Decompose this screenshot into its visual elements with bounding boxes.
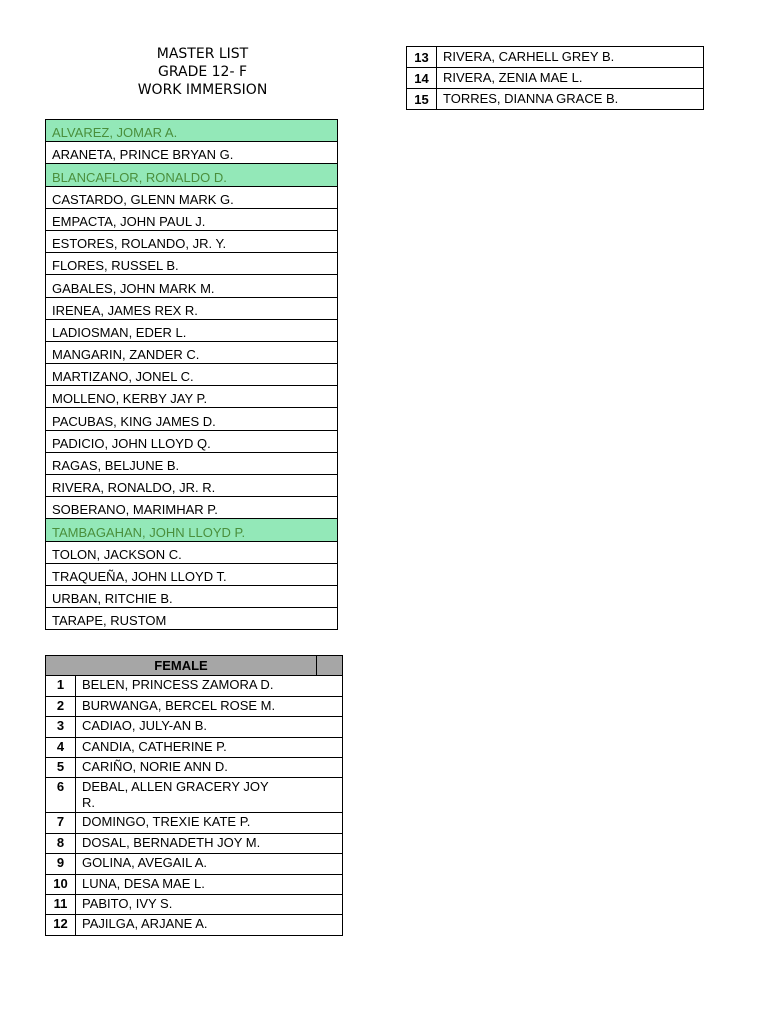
female-row — [46, 833, 343, 853]
male-name-cell: GABALES, JOHN MARK M. — [46, 275, 338, 297]
female-name-cell: CADIAO, JULY-AN B. — [76, 717, 343, 737]
male-row — [46, 408, 338, 430]
male-row — [46, 120, 338, 142]
male-name-cell: RAGAS, BELJUNE B. — [46, 452, 338, 474]
male-name-cell: ALVAREZ, JOMAR A. — [46, 120, 338, 142]
male-list-table — [45, 119, 338, 630]
male-row — [46, 475, 338, 497]
female-number-cell: 4 — [46, 737, 76, 757]
male-row — [46, 386, 338, 408]
female-list-continued-table — [406, 46, 704, 110]
female-row — [46, 894, 343, 914]
female-name-cell: DOMINGO, TREXIE KATE P. — [76, 813, 343, 833]
female-name-cell: PABITO, IVY S. — [76, 894, 343, 914]
female-name-cell: LUNA, DESA MAE L. — [76, 874, 343, 894]
male-row — [46, 563, 338, 585]
female-row — [46, 676, 343, 696]
female-row — [407, 89, 704, 110]
document-title — [100, 45, 305, 99]
female-row — [46, 737, 343, 757]
male-name-cell: MARTIZANO, JONEL C. — [46, 364, 338, 386]
male-name-cell: IRENEA, JAMES REX R. — [46, 297, 338, 319]
female-list-table — [45, 655, 343, 936]
male-list-body — [46, 120, 338, 630]
female-row — [46, 757, 343, 777]
female-number-cell: 12 — [46, 915, 76, 935]
female-header: FEMALE — [46, 656, 317, 676]
female-number-cell: 11 — [46, 894, 76, 914]
female-number-cell: 6 — [46, 778, 76, 813]
female-name-cell: PAJILGA, ARJANE A. — [76, 915, 343, 935]
male-row — [46, 541, 338, 563]
male-row — [46, 297, 338, 319]
female-row — [46, 813, 343, 833]
male-name-cell: URBAN, RITCHIE B. — [46, 585, 338, 607]
male-name-cell: TAMBAGAHAN, JOHN LLOYD P. — [46, 519, 338, 541]
female-list-continued-body — [407, 47, 704, 110]
female-number-cell: 10 — [46, 874, 76, 894]
male-row — [46, 164, 338, 186]
male-row — [46, 364, 338, 386]
female-name-cell: DOSAL, BERNADETH JOY M. — [76, 833, 343, 853]
female-row — [46, 696, 343, 716]
female-number-cell: 7 — [46, 813, 76, 833]
female-name-cell: RIVERA, ZENIA MAE L. — [437, 68, 704, 89]
female-name-cell: CARIÑO, NORIE ANN D. — [76, 757, 343, 777]
female-name-cell: GOLINA, AVEGAIL A. — [76, 854, 343, 874]
female-row — [46, 854, 343, 874]
female-number-cell: 2 — [46, 696, 76, 716]
male-name-cell: TRAQUEÑA, JOHN LLOYD T. — [46, 563, 338, 585]
female-row — [46, 915, 343, 935]
female-row — [407, 47, 704, 68]
title-line-2: GRADE 12- F — [157, 64, 248, 80]
male-name-cell: MOLLENO, KERBY JAY P. — [46, 386, 338, 408]
female-name-cell: BELEN, PRINCESS ZAMORA D. — [76, 676, 343, 696]
male-name-cell: LADIOSMAN, EDER L. — [46, 319, 338, 341]
female-name-cell: TORRES, DIANNA GRACE B. — [437, 89, 704, 110]
male-row — [46, 142, 338, 164]
male-name-cell: TOLON, JACKSON C. — [46, 541, 338, 563]
male-name-cell: ARANETA, PRINCE BRYAN G. — [46, 142, 338, 164]
female-number-cell: 8 — [46, 833, 76, 853]
male-row — [46, 275, 338, 297]
male-row — [46, 186, 338, 208]
male-row — [46, 208, 338, 230]
male-row — [46, 519, 338, 541]
male-row — [46, 341, 338, 363]
male-name-cell: BLANCAFLOR, RONALDO D. — [46, 164, 338, 186]
female-row — [46, 874, 343, 894]
male-name-cell: ESTORES, ROLANDO, JR. Y. — [46, 230, 338, 252]
male-row — [46, 253, 338, 275]
female-name-cell: DEBAL, ALLEN GRACERY JOY R. — [76, 778, 343, 813]
female-name-cell: CANDIA, CATHERINE P. — [76, 737, 343, 757]
title-line-3: WORK IMMERSION — [137, 82, 268, 98]
female-row — [46, 717, 343, 737]
female-header-blank — [317, 656, 343, 676]
female-number-cell: 13 — [407, 47, 437, 68]
female-list-body — [46, 676, 343, 935]
male-name-cell: RIVERA, RONALDO, JR. R. — [46, 475, 338, 497]
male-name-cell: SOBERANO, MARIMHAR P. — [46, 497, 338, 519]
female-row — [407, 68, 704, 89]
male-row — [46, 230, 338, 252]
male-row — [46, 452, 338, 474]
male-name-cell: PADICIO, JOHN LLOYD Q. — [46, 430, 338, 452]
male-name-cell: CASTARDO, GLENN MARK G. — [46, 186, 338, 208]
male-row — [46, 585, 338, 607]
female-number-cell: 15 — [407, 89, 437, 110]
male-row — [46, 319, 338, 341]
female-name-cell: BURWANGA, BERCEL ROSE M. — [76, 696, 343, 716]
female-name-cell: RIVERA, CARHELL GREY B. — [437, 47, 704, 68]
female-number-cell: 14 — [407, 68, 437, 89]
female-number-cell: 3 — [46, 717, 76, 737]
female-row — [46, 778, 343, 813]
male-row — [46, 497, 338, 519]
title-line-1: MASTER LIST — [156, 46, 249, 62]
male-row — [46, 608, 338, 630]
male-name-cell: FLORES, RUSSEL B. — [46, 253, 338, 275]
female-number-cell: 1 — [46, 676, 76, 696]
female-number-cell: 5 — [46, 757, 76, 777]
female-number-cell: 9 — [46, 854, 76, 874]
male-name-cell: EMPACTA, JOHN PAUL J. — [46, 208, 338, 230]
male-row — [46, 430, 338, 452]
male-name-cell: MANGARIN, ZANDER C. — [46, 341, 338, 363]
male-name-cell: TARAPE, RUSTOM — [46, 608, 338, 630]
male-name-cell: PACUBAS, KING JAMES D. — [46, 408, 338, 430]
